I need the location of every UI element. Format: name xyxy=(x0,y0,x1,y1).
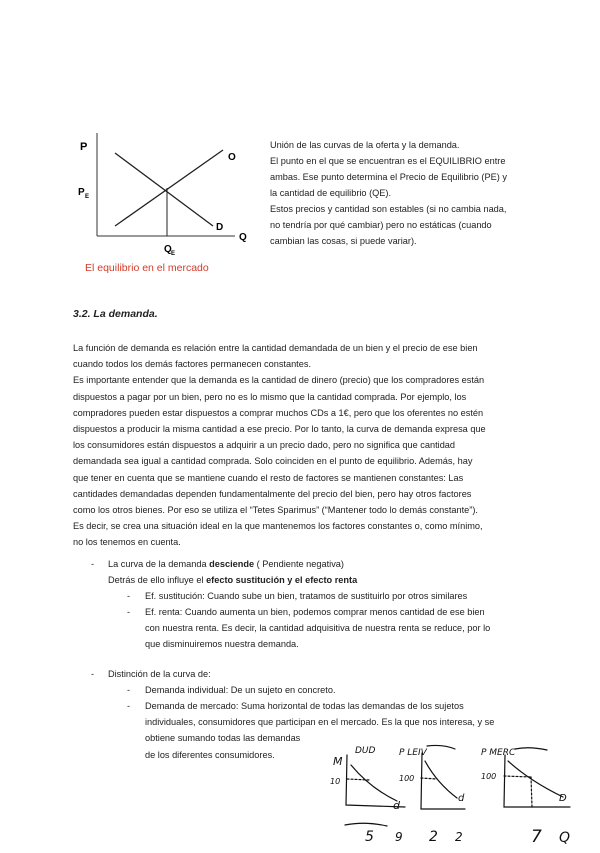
sketch3-price: 100 xyxy=(481,772,497,781)
sub-bullet-dash: - xyxy=(127,701,131,711)
axis-p-label: P xyxy=(80,141,88,153)
sketch2-q: 2 xyxy=(455,830,463,844)
section-title: 3.2. La demanda. xyxy=(73,308,158,320)
bullet-text: La curva de la demanda xyxy=(108,559,210,569)
qe-sub: E xyxy=(171,251,176,257)
sketch1-curve xyxy=(351,765,397,801)
side-line: ambas. Ese punto determina el Precio de Equilibrio (PE) y xyxy=(270,172,507,182)
sketch1-d: d xyxy=(393,799,400,812)
sketch2-price: 100 xyxy=(399,774,415,783)
sub-bullet-line: individuales, consumidores que participan en el mercado. Es la que nos interesa, y se xyxy=(145,717,495,728)
sketch3-curve xyxy=(508,761,563,797)
sketch1-price: 10 xyxy=(330,777,341,786)
sketch3-drop xyxy=(531,777,532,807)
main-paragraph xyxy=(73,340,533,551)
figure-caption: El equilibrio en el mercado xyxy=(85,262,209,274)
sub-bullet-line: Demanda de mercado: Suma horizontal de todas las demandas de los sujetos xyxy=(145,701,464,711)
pe-sub: E xyxy=(85,194,90,200)
sketch3-overline xyxy=(515,748,547,750)
sketch3-title: P MERC xyxy=(481,748,516,758)
sub-bullet-dash: - xyxy=(127,685,131,695)
bullet-dash: - xyxy=(91,559,95,569)
sketch1-title: DUD xyxy=(355,746,376,756)
sketch-graphs xyxy=(325,743,595,848)
sub-bullet-dash: - xyxy=(127,607,131,617)
sub-bullet-line: de los diferentes consumidores. xyxy=(145,749,275,760)
sketch3-d: D xyxy=(559,793,567,804)
sketch2-title: P LEIV xyxy=(399,748,427,758)
paragraph-line: dispuestos a pagar por un bien, pero no es lo mismo que la cantidad comprada. Por ejemplo, los xyxy=(73,391,467,402)
bullet-curve-distinction xyxy=(91,666,211,682)
sub-bullet-income xyxy=(127,604,491,653)
paragraph-line: que tener en cuenta que se mantiene cuando el resto de factores se mantienen constantes: Las xyxy=(73,472,464,483)
paragraph-line: dispuestos a producir la misma cantidad a ese precio. Por lo tanto, la curva de demanda expresa que xyxy=(73,424,486,435)
paragraph-line: Es importante entender que la demanda es la cantidad de dinero (precio) que los compradores están xyxy=(73,375,485,386)
paragraph-line: compradores pueden estar dispuestos a comprar muchos CDs a 1€, pero que los oferentes no estén xyxy=(73,407,484,418)
sub-bullet-line: que disminuiremos nuestra demanda. xyxy=(145,639,299,650)
sketch1-num: 5 xyxy=(365,829,374,845)
curve-o-label: O xyxy=(228,152,236,163)
sketch3-q: Q xyxy=(559,830,571,846)
sketch1-axis: M xyxy=(333,755,343,768)
sub-bullet-line: Ef. renta: Cuando aumenta un bien, podemos comprar menos cantidad de ese bien xyxy=(145,607,485,617)
sketch2-d: d xyxy=(458,793,465,804)
bullet-dash: - xyxy=(91,669,95,679)
sub-bullet-individual xyxy=(127,682,336,698)
qe-label: Q xyxy=(164,244,172,255)
paragraph-line: La función de demanda es relación entre la cantidad demandada de un bien y el precio de ese bien xyxy=(73,343,478,353)
paragraph-line: no los tenemos en cuenta. xyxy=(73,537,181,548)
side-line: Unión de las curvas de la oferta y la demanda. xyxy=(270,140,460,150)
sketch2-num: 2 xyxy=(429,829,438,845)
pe-label: P xyxy=(78,187,85,198)
side-line: no tendría por qué cambiar) pero no estáticas (cuando xyxy=(270,220,492,230)
bullet-text: Detrás de ello influye el xyxy=(108,575,207,586)
sketch1-q: 9 xyxy=(395,830,403,844)
sketch1-underline xyxy=(345,823,387,826)
paragraph-line: los consumidores están dispuestos a adquirir a un precio dado, pero no significa que cantidad xyxy=(73,440,456,451)
sub-bullet-line: Demanda individual: De un sujeto en concreto. xyxy=(145,685,336,695)
sketch2-dash xyxy=(421,778,437,779)
axis-q-label: Q xyxy=(239,232,247,243)
side-line: Estos precios y cantidad son estables (si no cambia nada, xyxy=(270,204,507,214)
paragraph-line: cantidades demandadas dependen fundamentalmente del precio del bien, pero hay otros factores xyxy=(73,488,472,499)
bullet-text: ( Pendiente negativa) xyxy=(254,559,344,569)
handwritten-demand-sketch xyxy=(325,743,595,848)
side-line: El punto en el que se encuentran es el EQUILIBRIO entre xyxy=(270,156,506,166)
sub-bullet-dash: - xyxy=(127,591,131,601)
equilibrium-figure xyxy=(70,128,260,278)
paragraph-line: Es decir, se crea una situación ideal en la que mantenemos los factores constantes o, como mínimo, xyxy=(73,521,483,532)
paragraph-line: demandada sea igual a cantidad comprada. Solo coinciden en el punto de equilibrio. Además, hay xyxy=(73,456,473,467)
paragraph-line: cuando todos los demás factores permanecen constantes. xyxy=(73,359,311,370)
bullet-demand-slope xyxy=(91,556,358,588)
bullet-text: Distinción de la curva de: xyxy=(108,669,211,679)
paragraph-line: como los otros bienes. Por eso se utiliza el “Tetes Sparimus” (“Mantener todo lo demás constante”). xyxy=(73,505,478,516)
sub-bullet-line: obtiene sumando todas las demandas xyxy=(145,733,301,744)
sketch2-overline xyxy=(427,745,455,749)
supply-curve xyxy=(115,150,223,226)
side-text xyxy=(270,137,545,249)
sketch2-curve xyxy=(425,761,457,798)
equilibrium-graph xyxy=(70,128,260,278)
side-line: la cantidad de equilibrio (QE). xyxy=(270,188,392,198)
sub-bullet-line: con nuestra renta. Es decir, la cantidad adquisitiva de nuestra renta se reduce, por lo xyxy=(145,623,491,634)
sub-bullet-substitution xyxy=(127,588,468,604)
bullet-bold: efecto sustitución y el efecto renta xyxy=(206,575,358,586)
curve-d-label: D xyxy=(216,222,224,233)
sub-bullet-line: Ef. sustitución: Cuando sube un bien, tratamos de sustituirlo por otros similares xyxy=(145,591,468,601)
sketch3-num: 7 xyxy=(531,827,542,847)
side-line: cambian las cosas, si puede variar). xyxy=(270,236,417,246)
bullet-bold: desciende xyxy=(209,559,255,569)
